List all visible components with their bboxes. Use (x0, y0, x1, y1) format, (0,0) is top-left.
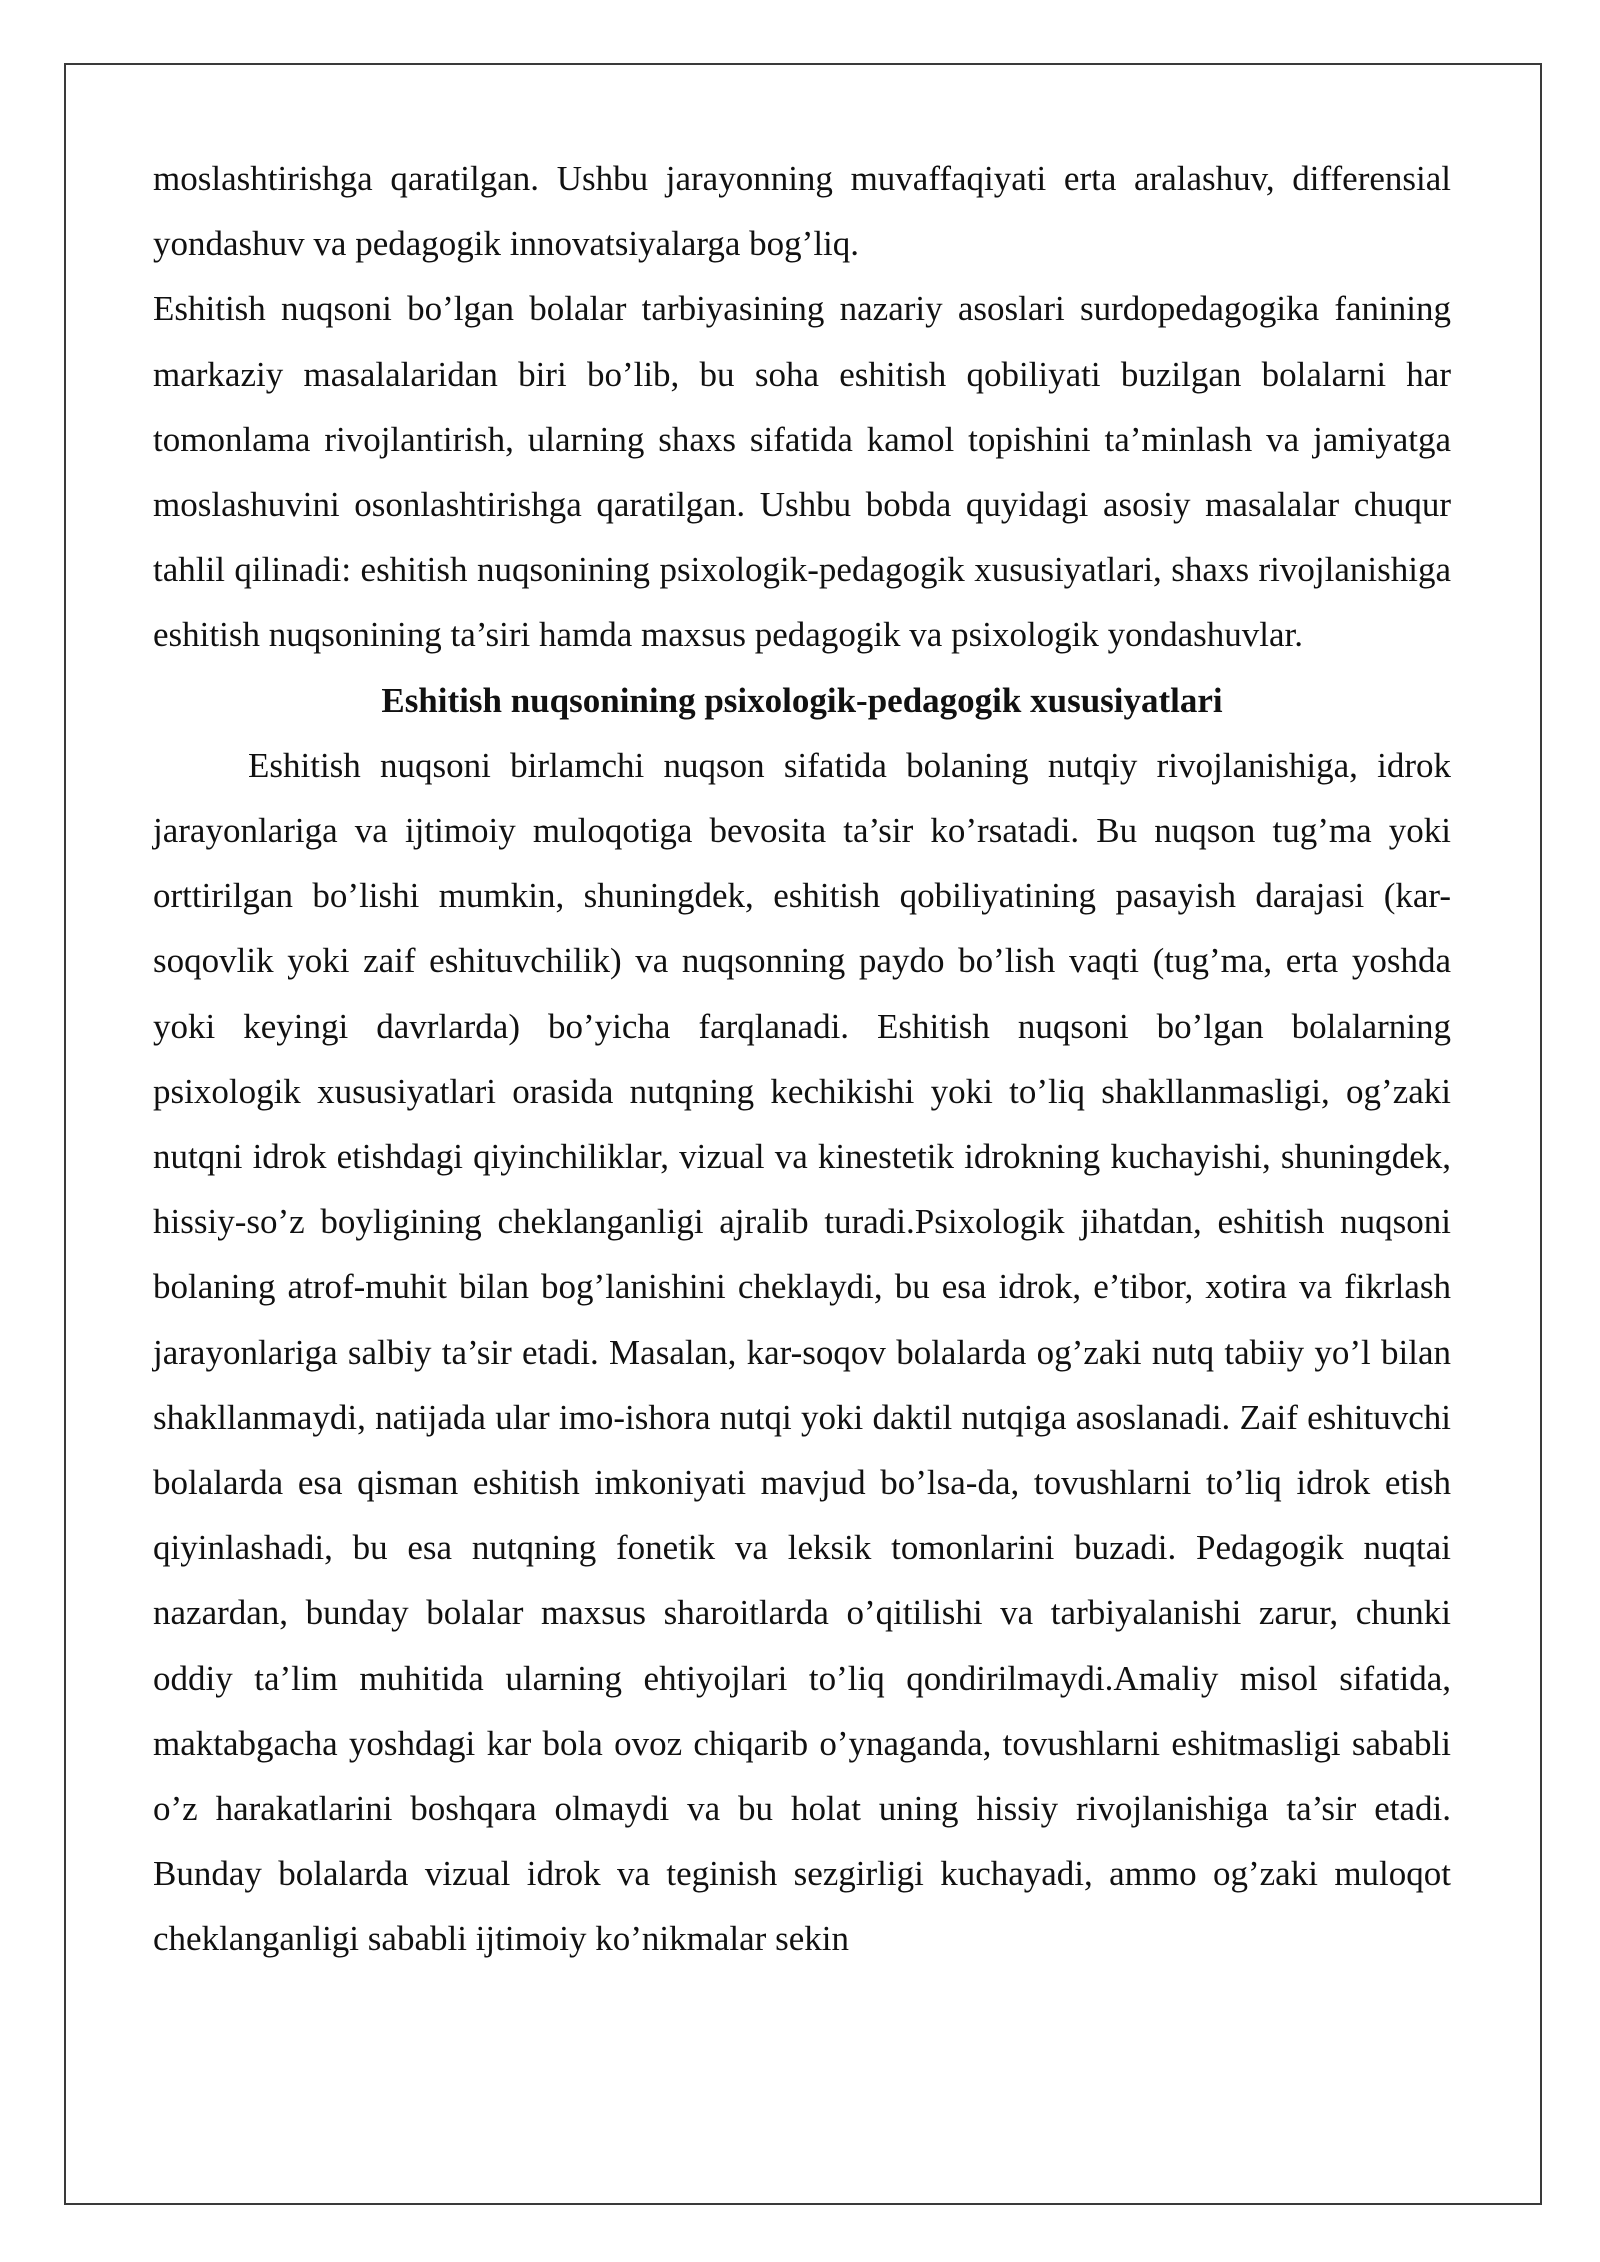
paragraph-intro-continuation: moslashtirishga qaratilgan. Ushbu jarayonning muvaffaqiyati erta aralashuv, differensial yondashuv va pedagogik innovatsiyalarga bog’liq. (153, 159, 1451, 264)
paragraph-theory: Eshitish nuqsoni bo’lgan bolalar tarbiyasining nazariy asoslari surdopedagogika fanining markaziy masalalaridan biri bo’lib, bu soha eshitish qobiliyati buzilgan bolalarni har tomonlama rivojlantirish, ularning shaxs sifatida kamol topishini ta’minlash va jamiyatga moslashuvini osonlashtirishga qaratilgan. Ushbu bobda quyidagi asosiy masalalar chuqur tahlil qilinadi: eshitish nuqsonining psixologik-pedagogik xususiyatlari, shaxs rivojlanishiga eshitish nuqsonining ta’siri hamda maxsus pedagogik va psixologik yondashuvlar. (153, 289, 1451, 655)
paragraph-psychological-features: Eshitish nuqsoni birlamchi nuqson sifatida bolaning nutqiy rivojlanishiga, idrok jarayonlariga va ijtimoiy muloqotiga bevosita ta’sir ko’rsatadi. Bu nuqson tug’ma yoki orttirilgan bo’lishi mumkin, shuningdek, eshitish qobiliyatining pasayish darajasi (kar-soqovlik yoki zaif eshituvchilik) va nuqsonning paydo bo’lish vaqti (tug’ma, erta yoshda yoki keyingi davrlarda) bo’yicha farqlanadi. Eshitish nuqsoni bo’lgan bolalarning psixologik xususiyatlari orasida nutqning kechikishi yoki to’liq shakllanmasligi, og’zaki nutqni idrok etishdagi qiyinchiliklar, vizual va kinestetik idrokning kuchayishi, shuningdek, hissiy-so’z boyligining cheklanganligi ajralib turadi.Psixologik jihatdan, eshitish nuqsoni bolaning atrof-muhit bilan bog’lanishini cheklaydi, bu esa idrok, e’tibor, xotira va fikrlash jarayonlariga salbiy ta’sir etadi. Masalan, kar-soqov bolalarda og’zaki nutq tabiiy yo’l bilan shakllanmaydi, natijada ular imo-ishora nutqi yoki daktil nutqiga asoslanadi. Zaif eshituvchi bolalarda esa qisman eshitish imkoniyati mavjud bo’lsa-da, tovushlarni to’liq idrok etish qiyinlashadi, bu esa nutqning fonetik va leksik tomonlarini buzadi. Pedagogik nuqtai nazardan, bunday bolalar maxsus sharoitlarda o’qitilishi va tarbiyalanishi zarur, chunki oddiy ta’lim muhitida ularning ehtiyojlari to’liq qondirilmaydi.Amaliy misol sifatida, maktabgacha yoshdagi kar bola ovoz chiqarib o’ynaganda, tovushlarni eshitmasligi sababli o’z harakatlarini boshqara olmaydi va bu holat uning hissiy rivojlanishiga ta’sir etadi. Bunday bolalarda vizual idrok va teginish sezgirligi kuchayadi, ammo og’zaki muloqot cheklanganligi sababli ijtimoiy ko’nikmalar sekin (153, 745, 1451, 1959)
page-content (153, 146, 1451, 1972)
section-heading: Eshitish nuqsonining psixologik-pedagogik xususiyatlari (381, 680, 1223, 720)
